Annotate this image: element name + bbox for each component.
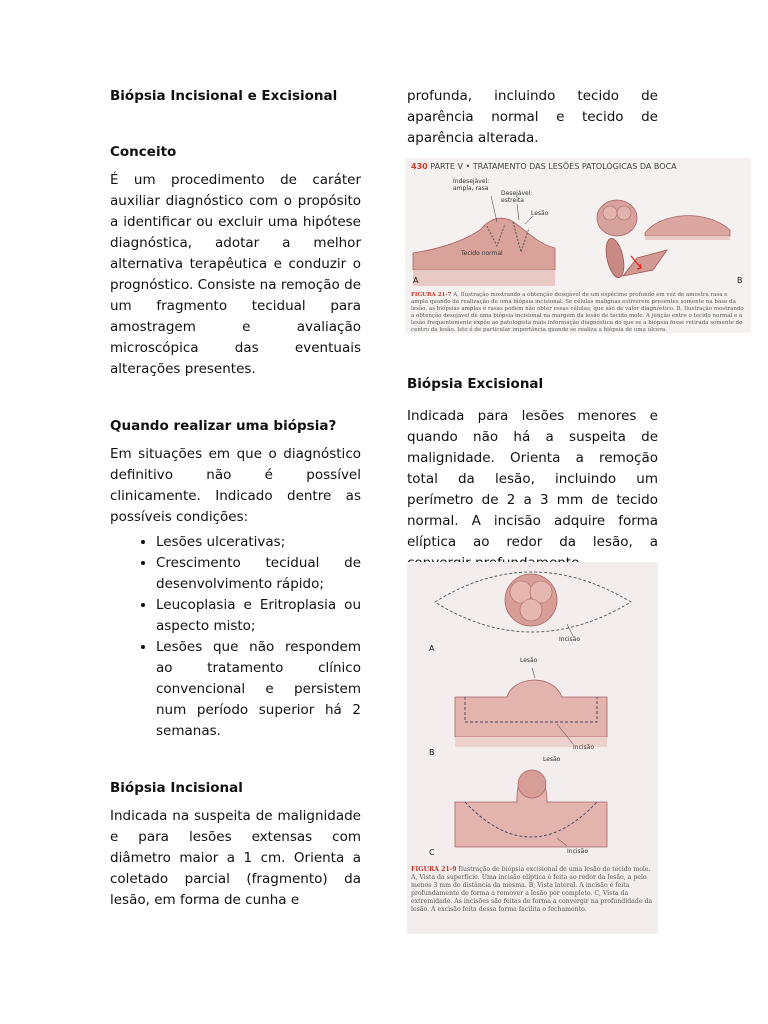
- figure-excisional-biopsy: [407, 562, 658, 934]
- incisional-paragraph: Indicada na suspeita de malignidade e para lesões extensas com diâmetro maior a 1 cm. Orienta a coletado parcial (fragmento) da lesão, em forma de cunha e: [110, 808, 361, 908]
- figure-header: [411, 162, 677, 171]
- label-lesion: Lesão: [531, 210, 549, 217]
- right-column-top: [407, 86, 658, 149]
- figure-caption-text: A, Ilustração mostrando a obtenção desejável de um espécime profundo em vez de amostra rasa e ampla quando da realização de uma biópsia incisional. Se células malignas estiverem presentes somente na base da lesão, as biópsias amplas e rasas podem não obter essas células, que são de valor diagnóstico. B, Ilustração mostrando a obtenção desejável de uma biópsia incisional na margem da lesão de tecido mole. A junção entre o tecido normal e a lesão frequentemente expõe ao patologista mais informação diagnóstica do que se a biópsia fosse retirada somente do centro da lesão. Isto é de particular importância quando se realiza a biópsia de uma úlcera.: [411, 292, 744, 333]
- incisional-heading: Biópsia Incisional: [110, 780, 243, 796]
- label-desirable: Desejável: estreita: [501, 190, 533, 204]
- when-paragraph: Em situações em que o diagnóstico definitivo não é possível clinicamente. Indicado dentre as possíveis condições:: [110, 446, 361, 525]
- figure-caption-text: Ilustração de biópsia excisional de uma lesão de tecido mole. A, Vista da superfície. Uma incisão elíptica é feita ao redor da lesão, a pelo menos 3 mm de distância da mesma. B, Vista lateral. A incisão é feita profundamente de forma a remover a lesão por completo. C, Vista da extremidade. As incisões são feitas de forma a convergir na profundidade da lesão. A excisão feita dessa forma facilita o fechamento.: [411, 866, 653, 913]
- figure-incisional-biopsy: [405, 158, 751, 333]
- list-item: • Leucoplasia e Eritroplasia ou aspecto misto;: [156, 595, 361, 637]
- label-normal-tissue: Tecido normal: [461, 250, 503, 257]
- list-item: • Crescimento tecidual de desenvolvimento rápido;: [156, 553, 361, 595]
- label-lesion-b: Lesão: [520, 657, 538, 664]
- panel-label-b: B: [429, 748, 435, 757]
- excisional-paragraph: Indicada para lesões menores e quando não há a suspeita de malignidade. Orienta a remoção total da lesão, incluindo um perímetro de 2 a 3 mm de tecido normal. A incisão adquire forma elíptica ao redor da lesão, a: [407, 408, 658, 550]
- label-lesion-c: Lesão: [543, 756, 561, 763]
- panel-label-c: C: [429, 848, 435, 857]
- right-column-middle: [407, 374, 658, 574]
- list-item: • Lesões que não respondem ao tratamento clínico convencional e persistem num período superior há 2 semanas.: [156, 637, 361, 742]
- left-column: [110, 86, 361, 911]
- figure-number: FIGURA 21-7: [411, 292, 452, 298]
- concept-paragraph: É um procedimento de caráter auxiliar diagnóstico com o propósito a identificar ou excluir uma hipótese diagnóstica, adotar a melhor alternativa terapêutica e conduzir o prognóstico. Consiste na remoção de um fragmento tecidual para amostragem e avaliação microscópica das eventuais alterações presentes.: [110, 172, 361, 377]
- when-heading: Quando realizar uma biópsia?: [110, 418, 337, 434]
- panel-label-a: A: [429, 644, 435, 653]
- panel-label-b: B: [737, 276, 743, 285]
- label-incision-b: Incisão: [573, 744, 595, 751]
- figure-number: FIGURA 21-9: [411, 866, 457, 873]
- label-incision-a: Incisão: [559, 636, 581, 643]
- continuation-paragraph: profunda, incluindo tecido de aparência normal e tecido de aparência alterada.: [407, 88, 658, 146]
- label-incision-c: Incisão: [567, 848, 589, 855]
- figure-caption: [411, 292, 745, 334]
- document-title: Biópsia Incisional e Excisional: [110, 88, 338, 104]
- page-number: 430: [411, 162, 428, 171]
- list-item: • Lesões ulcerativas;: [156, 532, 361, 553]
- figure-caption: [411, 866, 653, 914]
- panel-label-a: A: [413, 276, 419, 285]
- excisional-heading: Biópsia Excisional: [407, 376, 544, 392]
- concept-heading: Conceito: [110, 144, 177, 160]
- label-inadequate: Indesejável: ampla, rasa: [453, 178, 490, 192]
- chapter-header: PARTE V • TRATAMENTO DAS LESÕES PATOLÓGICAS DA BOCA: [430, 162, 677, 171]
- conditions-list: [110, 532, 361, 742]
